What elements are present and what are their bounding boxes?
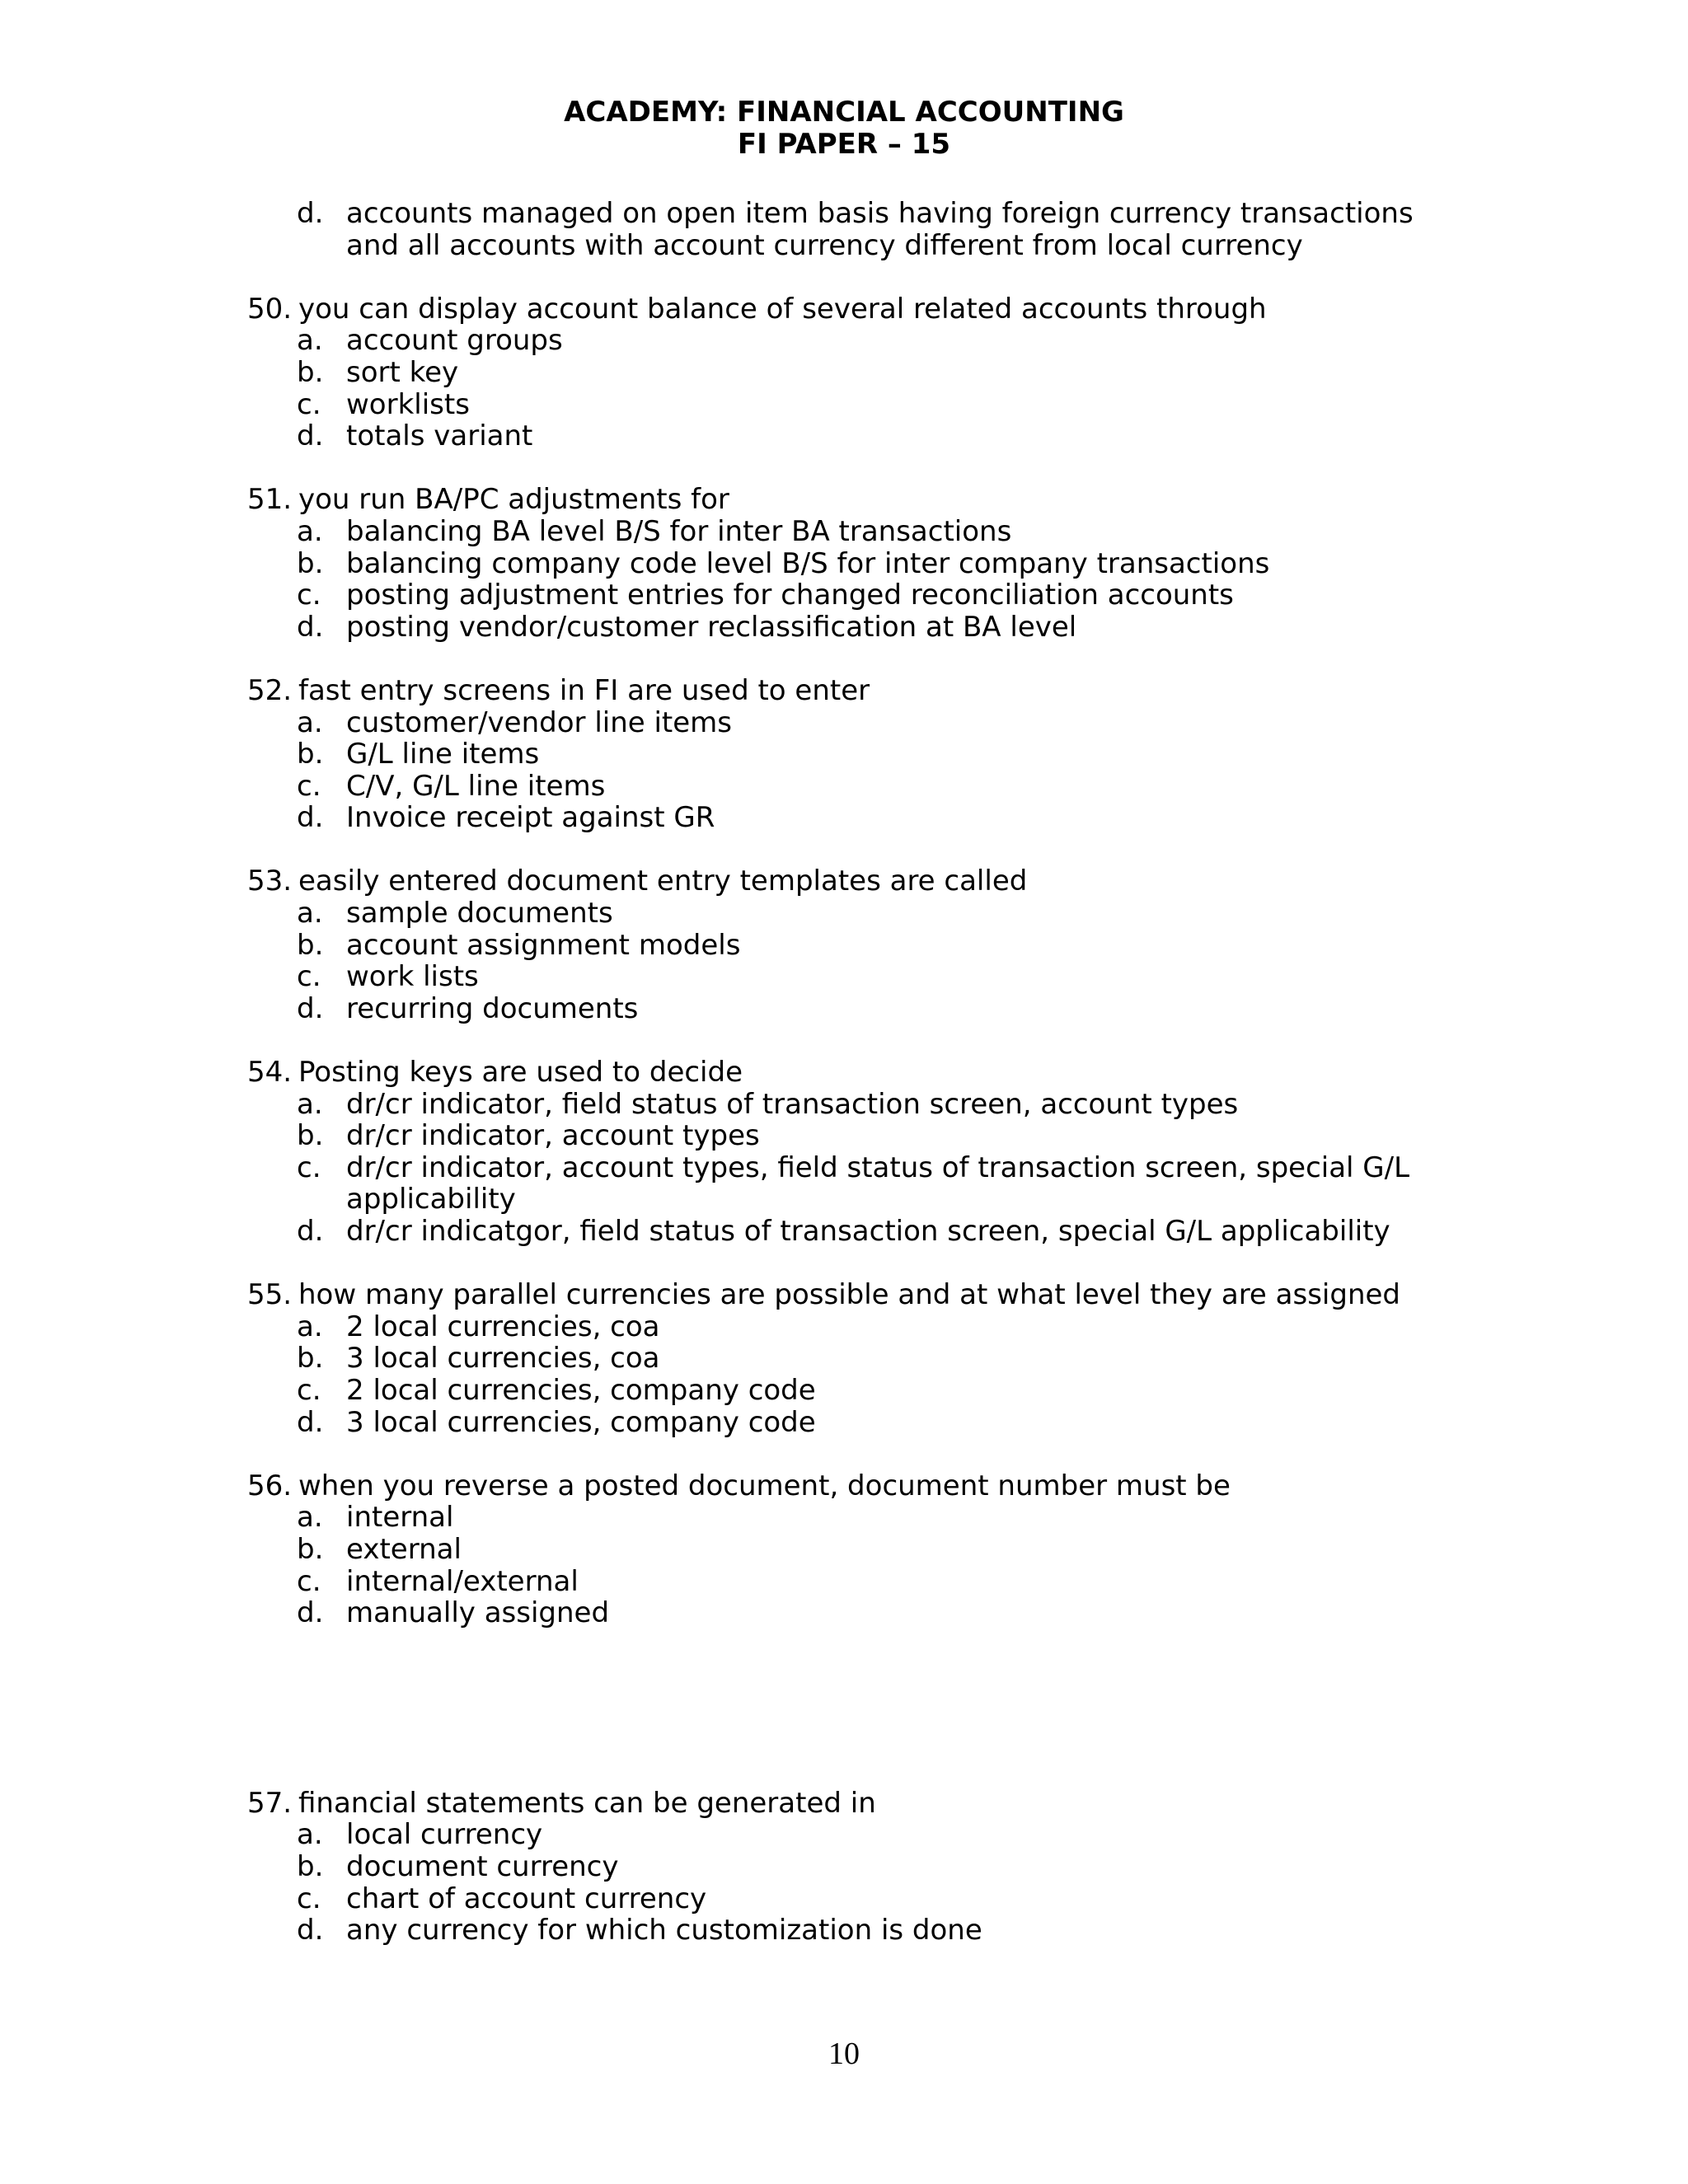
question-number: 51. bbox=[247, 483, 293, 517]
option-text: G/L line items bbox=[346, 738, 540, 771]
question-number: 52. bbox=[247, 673, 293, 707]
option-text: 3 local currencies, coa bbox=[346, 1342, 660, 1376]
option-letter: a. bbox=[297, 514, 323, 548]
question-stem bbox=[247, 865, 1484, 898]
option-text: 2 local currencies, coa bbox=[346, 1310, 660, 1343]
option-letter: c. bbox=[297, 579, 321, 612]
question-57 bbox=[247, 1788, 1484, 1947]
option-text: external bbox=[346, 1532, 462, 1566]
option-d bbox=[297, 993, 1484, 1025]
option-text: internal/external bbox=[346, 1564, 579, 1598]
option-text: posting vendor/customer reclassification at BA level bbox=[346, 610, 1077, 644]
question-number: 55. bbox=[247, 1278, 293, 1312]
option-c bbox=[297, 579, 1484, 612]
option-text: sort key bbox=[346, 355, 459, 389]
option-letter: d. bbox=[297, 991, 324, 1025]
continued-option bbox=[297, 198, 1484, 261]
option-c bbox=[297, 389, 1484, 421]
option-d bbox=[297, 1216, 1484, 1248]
option-text: C/V, G/L line items bbox=[346, 769, 606, 803]
question-number: 57. bbox=[247, 1786, 293, 1820]
option-list bbox=[247, 898, 1484, 1024]
option-letter: d. bbox=[297, 1405, 324, 1439]
option-d bbox=[297, 1407, 1484, 1439]
option-letter: d. bbox=[297, 1914, 324, 1947]
question-number: 53. bbox=[247, 865, 293, 898]
question-stem bbox=[247, 1057, 1484, 1089]
option-list bbox=[247, 1819, 1484, 1946]
option-letter: b. bbox=[297, 546, 324, 580]
option-list bbox=[247, 1089, 1484, 1248]
option-text-line: accounts managed on open item basis having foreign currency transactions bbox=[346, 197, 1414, 230]
question-55 bbox=[247, 1279, 1484, 1438]
option-a bbox=[297, 516, 1484, 548]
question-text: fast entry screens in FI are used to enter bbox=[298, 673, 870, 707]
option-letter: d. bbox=[297, 801, 324, 835]
option-text: document currency bbox=[346, 1849, 619, 1883]
question-number: 50. bbox=[247, 292, 293, 326]
header-title: ACADEMY: FINANCIAL ACCOUNTING bbox=[564, 96, 1124, 129]
option-text: balancing BA level B/S for inter BA transactions bbox=[346, 514, 1012, 548]
option-b bbox=[297, 1343, 1484, 1375]
option-letter: d. bbox=[297, 610, 324, 644]
option-c bbox=[297, 1152, 1484, 1216]
option-text: work lists bbox=[346, 960, 479, 994]
question-text: easily entered document entry templates are called bbox=[298, 865, 1028, 898]
option-c bbox=[297, 1375, 1484, 1407]
option-c bbox=[297, 1883, 1484, 1915]
option-a bbox=[297, 325, 1484, 357]
option-text: balancing company code level B/S for inter company transactions bbox=[346, 546, 1270, 580]
question-stem bbox=[247, 293, 1484, 326]
option-letter: c. bbox=[297, 1151, 321, 1184]
option-a bbox=[297, 1502, 1484, 1534]
question-stem bbox=[247, 675, 1484, 707]
page-header bbox=[0, 96, 1688, 161]
option-b bbox=[297, 930, 1484, 962]
option-text: dr/cr indicator, field status of transaction screen, account types bbox=[346, 1087, 1239, 1121]
option-text: local currency bbox=[346, 1818, 543, 1852]
question-list bbox=[247, 198, 1484, 1947]
option-text: posting adjustment entries for changed reconciliation accounts bbox=[346, 579, 1234, 612]
option-letter: d. bbox=[297, 1596, 324, 1630]
option-letter: b. bbox=[297, 1849, 324, 1883]
option-a bbox=[297, 1311, 1484, 1343]
option-text: customer/vendor line items bbox=[346, 705, 733, 739]
option-list bbox=[247, 1311, 1484, 1438]
option-text: account groups bbox=[346, 324, 563, 358]
option-b bbox=[297, 738, 1484, 771]
question-text: you can display account balance of several related accounts through bbox=[298, 292, 1267, 326]
option-letter: b. bbox=[297, 928, 324, 962]
option-b bbox=[297, 357, 1484, 389]
option-letter: c. bbox=[297, 960, 321, 994]
option-d bbox=[297, 1915, 1484, 1947]
option-text: any currency for which customization is done bbox=[346, 1914, 982, 1947]
option-b bbox=[297, 548, 1484, 580]
option-letter: b. bbox=[297, 355, 324, 389]
option-text: recurring documents bbox=[346, 991, 639, 1025]
option-list bbox=[247, 325, 1484, 452]
option-text: manually assigned bbox=[346, 1596, 610, 1630]
option-b bbox=[297, 1120, 1484, 1152]
option-letter: c. bbox=[297, 769, 321, 803]
option-letter: a. bbox=[297, 1087, 323, 1121]
question-52 bbox=[247, 675, 1484, 834]
option-d bbox=[297, 802, 1484, 834]
option-c bbox=[297, 961, 1484, 993]
option-letter: c. bbox=[297, 1373, 321, 1407]
option-letter: b. bbox=[297, 1119, 324, 1153]
question-text: you run BA/PC adjustments for bbox=[298, 483, 729, 517]
option-c bbox=[297, 771, 1484, 803]
option-text-line: and all accounts with account currency different from local currency bbox=[346, 228, 1303, 262]
option-text: dr/cr indicatgor, field status of transaction screen, special G/L applicability bbox=[346, 1215, 1390, 1248]
option-text: sample documents bbox=[346, 897, 613, 930]
question-text: how many parallel currencies are possible and at what level they are assigned bbox=[298, 1278, 1400, 1312]
question-50 bbox=[247, 293, 1484, 452]
option-text: Invoice receipt against GR bbox=[346, 801, 715, 835]
option-a bbox=[297, 898, 1484, 930]
option-letter: a. bbox=[297, 705, 323, 739]
question-53 bbox=[247, 865, 1484, 1024]
option-letter: a. bbox=[297, 324, 323, 358]
question-text: financial statements can be generated in bbox=[298, 1786, 876, 1820]
question-stem bbox=[247, 484, 1484, 516]
question-51 bbox=[247, 484, 1484, 643]
option-letter: a. bbox=[297, 1310, 323, 1343]
question-text: Posting keys are used to decide bbox=[298, 1056, 743, 1090]
question-54 bbox=[247, 1057, 1484, 1248]
option-letter: a. bbox=[297, 1818, 323, 1852]
option-text: internal bbox=[346, 1501, 454, 1535]
option-letter: c. bbox=[297, 1564, 321, 1598]
option-text: chart of account currency bbox=[346, 1882, 707, 1915]
option-text bbox=[346, 198, 1484, 261]
option-text: account assignment models bbox=[346, 928, 741, 962]
option-letter: c. bbox=[297, 387, 321, 421]
option-list bbox=[247, 516, 1484, 643]
option-text: worklists bbox=[346, 387, 470, 421]
option-letter: a. bbox=[297, 897, 323, 930]
question-56 bbox=[247, 1470, 1484, 1629]
option-a bbox=[297, 1089, 1484, 1121]
option-letter: d. bbox=[297, 197, 324, 230]
option-text: 2 local currencies, company code bbox=[346, 1373, 816, 1407]
option-list bbox=[247, 707, 1484, 834]
header-subtitle: FI PAPER – 15 bbox=[737, 128, 951, 161]
option-text: dr/cr indicator, account types, field status of transaction screen, special G/L applicability bbox=[346, 1151, 1410, 1216]
option-a bbox=[297, 1819, 1484, 1851]
option-b bbox=[297, 1851, 1484, 1883]
page-number: 10 bbox=[828, 2036, 860, 2071]
option-letter: b. bbox=[297, 738, 324, 771]
option-letter: d. bbox=[297, 419, 324, 453]
option-c bbox=[297, 1566, 1484, 1598]
option-text: 3 local currencies, company code bbox=[346, 1405, 816, 1439]
question-stem bbox=[247, 1279, 1484, 1311]
option-a bbox=[297, 707, 1484, 739]
option-text: dr/cr indicator, account types bbox=[346, 1119, 760, 1153]
option-letter: c. bbox=[297, 1882, 321, 1915]
option-text: totals variant bbox=[346, 419, 533, 453]
option-letter: d. bbox=[297, 1215, 324, 1248]
option-letter: b. bbox=[297, 1342, 324, 1376]
question-number: 56. bbox=[247, 1469, 293, 1502]
option-list bbox=[247, 1502, 1484, 1629]
question-stem bbox=[247, 1788, 1484, 1820]
option-d bbox=[297, 420, 1484, 452]
option-letter: a. bbox=[297, 1501, 323, 1535]
question-text: when you reverse a posted document, document number must be bbox=[298, 1469, 1231, 1502]
question-stem bbox=[247, 1470, 1484, 1502]
option-d bbox=[297, 612, 1484, 644]
option-letter: b. bbox=[297, 1532, 324, 1566]
option-b bbox=[297, 1534, 1484, 1566]
question-number: 54. bbox=[247, 1056, 293, 1090]
option-d bbox=[297, 1597, 1484, 1629]
